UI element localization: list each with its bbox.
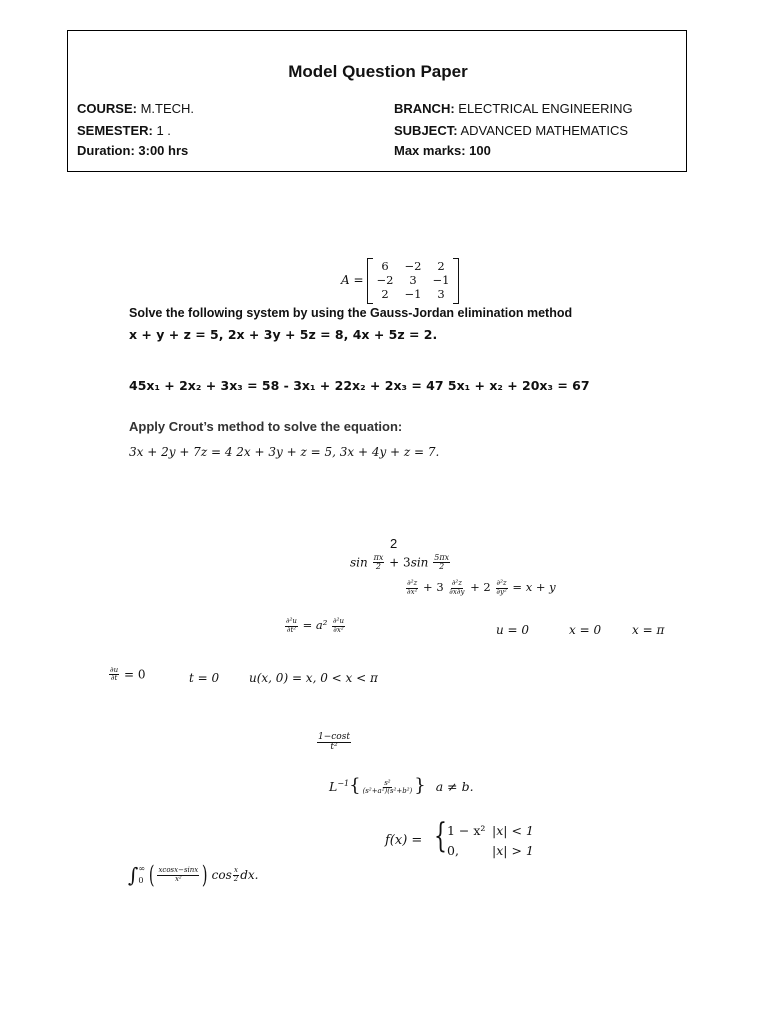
frac-denominator: ∂y² bbox=[496, 587, 507, 596]
case2-cond: |x| > 1 bbox=[492, 843, 534, 858]
frac-numerator: ∂²z bbox=[451, 579, 462, 588]
pde1-expression bbox=[405, 580, 556, 596]
pde1-term1 bbox=[406, 580, 418, 596]
integral-lower: 0 bbox=[138, 876, 144, 885]
wave-cond-x0: x = 0 bbox=[569, 623, 602, 637]
case1-expr: 1 − x² bbox=[447, 823, 486, 838]
branch-value: ELECTRICAL ENGINEERING bbox=[454, 101, 633, 116]
frac-denominator: 2 bbox=[375, 562, 381, 572]
pde1-term2 bbox=[448, 580, 465, 596]
sine-frac1 bbox=[373, 554, 385, 572]
integral-frac bbox=[157, 867, 199, 883]
crout-equations: 3x + 2y + 7z = 4 2x + 3y + z = 5, 3x + 4y + z = 7. bbox=[129, 445, 440, 459]
matrix-cell: 6 bbox=[381, 259, 389, 273]
frac-denominator: ∂t² bbox=[286, 625, 297, 634]
frac-denominator: ∂x∂y bbox=[449, 587, 465, 596]
piecewise-lhs: f(x) = bbox=[385, 833, 423, 848]
frac-denominator: ∂t bbox=[110, 674, 118, 683]
right-paren: ) bbox=[202, 861, 208, 889]
integral-upper: ∞ bbox=[138, 864, 146, 873]
wave-cond-u: u = 0 bbox=[496, 623, 530, 637]
system2-equations: 45x₁ + 2x₂ + 3x₃ = 58 - 3x₁ + 22x₂ + 2x₃ = 47 5x₁ + x₂ + 20x₃ = 67 bbox=[129, 378, 590, 393]
frac-numerator: ∂²u bbox=[333, 617, 344, 626]
frac-denominator: 2 bbox=[439, 562, 445, 572]
gauss-equations: x + y + z = 5, 2x + 3y + 5z = 8, 4x + 5z = 2. bbox=[129, 327, 438, 342]
sine-expression bbox=[350, 554, 451, 572]
left-brace: { bbox=[349, 775, 361, 796]
page-title: Model Question Paper bbox=[288, 62, 468, 81]
matrix-cell: −2 bbox=[404, 259, 422, 273]
laplace1-frac bbox=[317, 733, 351, 753]
case1-cond: |x| < 1 bbox=[492, 823, 534, 838]
wave-rhs bbox=[332, 618, 345, 634]
integral-limits bbox=[138, 863, 145, 887]
frac-numerator: 1−cost bbox=[318, 732, 350, 742]
du-dt bbox=[109, 667, 119, 683]
frac-numerator: ∂u bbox=[110, 666, 119, 674]
branch-label: BRANCH: bbox=[394, 101, 455, 116]
left-paren: ( bbox=[148, 861, 155, 889]
initial-ux: u(x, 0) = x, 0 < x < π bbox=[249, 671, 378, 685]
integral-sign: ∫ bbox=[128, 863, 139, 887]
du-rhs: = 0 bbox=[123, 667, 146, 682]
frac-numerator: πx bbox=[373, 553, 384, 562]
course-value: M.TECH. bbox=[136, 101, 195, 116]
right-brace: } bbox=[414, 775, 426, 796]
pde1-rhs: = x + y bbox=[512, 580, 556, 594]
crout-instruction: Apply Crout’s method to solve the equation: bbox=[129, 419, 403, 434]
matrix-table bbox=[371, 259, 455, 301]
laplace1-fraction bbox=[316, 733, 352, 753]
sine-sin2: sin bbox=[410, 555, 429, 570]
duration: Duration: 3:00 hrs bbox=[77, 143, 189, 158]
frac-numerator: s² bbox=[384, 778, 391, 787]
matrix-cell: 2 bbox=[381, 287, 389, 301]
course-line bbox=[77, 101, 194, 116]
frac-numerator: x bbox=[233, 866, 238, 875]
sine-exponent: 2 bbox=[390, 536, 398, 551]
inverse-cond: a ≠ b. bbox=[435, 779, 474, 794]
initial-t0: t = 0 bbox=[189, 671, 220, 685]
frac-numerator: ∂²z bbox=[496, 579, 507, 588]
integral-cos-frac bbox=[233, 867, 239, 883]
frac-numerator: 5πx bbox=[434, 553, 450, 562]
sine-sin1: sin bbox=[350, 555, 368, 570]
integral-cos: cos bbox=[211, 868, 232, 882]
pde1-term3 bbox=[495, 580, 507, 596]
wave-cond-xpi: x = π bbox=[632, 623, 665, 637]
gauss-instruction: Solve the following system by using the Gauss-Jordan elimination method bbox=[129, 306, 573, 320]
inverse-L: L bbox=[329, 779, 338, 794]
frac-numerator: xcosx−sinx bbox=[158, 866, 199, 875]
header-box bbox=[67, 30, 687, 172]
wave-lhs bbox=[285, 618, 298, 634]
integral-tail: dx. bbox=[240, 868, 259, 882]
semester-value: 1 . bbox=[152, 123, 171, 138]
frac-denominator: 2 bbox=[233, 874, 239, 883]
max-marks: Max marks: 100 bbox=[394, 143, 491, 158]
wave-eq: = a² bbox=[302, 618, 328, 632]
matrix-a bbox=[367, 258, 459, 304]
piecewise-brace: { bbox=[434, 816, 447, 856]
integral-expression bbox=[128, 861, 258, 889]
inverse-laplace bbox=[329, 775, 474, 796]
wave-equation bbox=[284, 618, 346, 634]
subject-value: ADVANCED MATHEMATICS bbox=[457, 123, 629, 138]
matrix-cell: −1 bbox=[404, 287, 422, 301]
pde1-plus2: + 2 bbox=[470, 580, 491, 594]
frac-denominator: t² bbox=[330, 742, 338, 753]
semester-label: SEMESTER: bbox=[77, 123, 153, 138]
case2-expr: 0, bbox=[447, 843, 459, 858]
matrix-cell: 3 bbox=[409, 273, 417, 287]
subject-line bbox=[394, 123, 628, 138]
matrix-cell: −1 bbox=[432, 273, 450, 287]
frac-denominator: ∂x² bbox=[407, 587, 418, 596]
sine-plus3: + 3 bbox=[389, 555, 411, 570]
matrix-lhs: A = bbox=[341, 273, 364, 287]
frac-denominator: ∂x² bbox=[333, 625, 344, 634]
pde1-plus3: + 3 bbox=[423, 580, 444, 594]
semester-line bbox=[77, 123, 171, 138]
initial-du bbox=[108, 667, 145, 683]
matrix-cell: 2 bbox=[437, 259, 445, 273]
course-label: COURSE: bbox=[77, 101, 137, 116]
frac-denominator: (s²+a²)(s²+b²) bbox=[362, 787, 413, 795]
frac-denominator: x² bbox=[174, 874, 182, 883]
branch-line bbox=[394, 101, 633, 116]
frac-numerator: ∂²z bbox=[407, 579, 418, 588]
frac-numerator: ∂²u bbox=[286, 617, 297, 626]
matrix-cell: −2 bbox=[376, 273, 394, 287]
subject-label: SUBJECT: bbox=[394, 123, 458, 138]
sine-frac2 bbox=[433, 554, 450, 572]
inverse-frac bbox=[362, 780, 414, 796]
matrix-cell: 3 bbox=[437, 287, 445, 301]
inverse-sup: −1 bbox=[337, 778, 350, 788]
